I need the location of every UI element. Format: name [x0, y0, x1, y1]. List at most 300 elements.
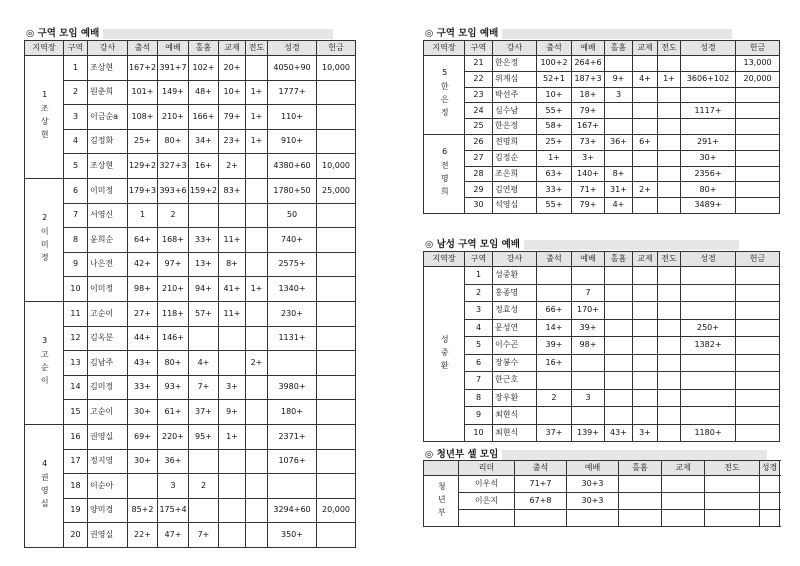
table-cell [736, 389, 780, 407]
table-cell [246, 474, 268, 499]
table-cell [317, 252, 356, 277]
table-cell [658, 150, 681, 166]
table-cell [760, 476, 780, 493]
group-leader: 3고순이 [25, 301, 64, 424]
column-header: 홀홈 [605, 41, 633, 56]
table-row [424, 103, 780, 119]
table-cell [681, 87, 736, 103]
table-cell [246, 449, 268, 474]
table-cell [705, 510, 760, 527]
table-cell [658, 372, 681, 390]
table-cell [605, 389, 633, 407]
table-cell: 79+ [572, 198, 605, 214]
table-cell: 2+ [219, 154, 246, 179]
table-cell: 16+ [189, 154, 219, 179]
table-cell: 170+ [572, 302, 605, 320]
table-row [25, 301, 356, 326]
table-row [424, 493, 780, 510]
table-cell: 41+ [219, 277, 246, 302]
table-cell: 정지영 [88, 449, 128, 474]
table-cell [662, 476, 705, 493]
table-row [424, 302, 780, 320]
group-leader: 성중환 [424, 267, 465, 442]
table-cell [605, 150, 633, 166]
table-cell [537, 372, 572, 390]
table-cell [736, 354, 780, 372]
table-cell [605, 284, 633, 302]
table-cell [658, 337, 681, 355]
table-row [424, 134, 780, 150]
table-cell: 2575+ [268, 252, 317, 277]
table-cell: 9 [465, 407, 493, 425]
table-cell: 권영실 [88, 424, 128, 449]
column-header: 교제 [219, 41, 246, 56]
table-cell: 이순아 [88, 474, 128, 499]
column-header: 예배 [572, 41, 605, 56]
right-district-table [423, 40, 780, 214]
table-cell [317, 523, 356, 548]
table-cell: 3 [572, 389, 605, 407]
table-row [25, 56, 356, 81]
table-row [424, 198, 780, 214]
table-cell [572, 267, 605, 285]
column-header: 예배 [158, 41, 189, 56]
table-cell [633, 267, 658, 285]
table-cell: 원춘희 [88, 80, 128, 105]
table-cell: 79+ [219, 105, 246, 130]
table-cell: 1+ [537, 150, 572, 166]
table-cell [605, 407, 633, 425]
table-cell [681, 372, 736, 390]
left-section-title: ◎ 구역 모임 예배 [26, 25, 333, 39]
table-cell [605, 372, 633, 390]
table-cell [736, 302, 780, 320]
table-row [25, 154, 356, 179]
group-leader: 2이미정 [25, 178, 64, 301]
table-cell [681, 407, 736, 425]
table-cell: 7 [64, 203, 88, 228]
table-row [424, 87, 780, 103]
table-cell: 55+ [537, 198, 572, 214]
table-cell: 3+ [572, 150, 605, 166]
table-cell: 최현식 [493, 407, 537, 425]
table-cell [760, 493, 780, 510]
table-cell [633, 284, 658, 302]
table-cell: 조상현 [88, 154, 128, 179]
table-cell [633, 407, 658, 425]
table-cell: 4380+60 [268, 154, 317, 179]
table-cell [736, 424, 780, 442]
table-cell [736, 284, 780, 302]
table-row [424, 476, 780, 493]
table-cell: 2 [189, 474, 219, 499]
table-cell [658, 389, 681, 407]
table-cell: 2356+ [681, 166, 736, 182]
table-row [25, 203, 356, 228]
table-cell: 1780+50 [268, 178, 317, 203]
table-cell: 박선주 [493, 87, 537, 103]
table-cell [605, 267, 633, 285]
table-cell [317, 375, 356, 400]
table-cell [633, 166, 658, 182]
column-header: 출석 [515, 461, 567, 476]
table-cell: 80+ [158, 129, 189, 154]
table-cell: 146+ [158, 326, 189, 351]
table-cell [317, 277, 356, 302]
table-cell: 장봉수 [493, 354, 537, 372]
column-header: 지역장 [424, 41, 465, 56]
table-cell: 7 [572, 284, 605, 302]
table-cell: 23 [465, 87, 493, 103]
table-row [25, 178, 356, 203]
table-cell: 73+ [572, 134, 605, 150]
table-cell: 30+3 [567, 476, 619, 493]
table-cell: 66+ [537, 302, 572, 320]
table-cell [317, 129, 356, 154]
table-cell [658, 424, 681, 442]
table-cell: 17 [64, 449, 88, 474]
column-header: 예배 [567, 461, 619, 476]
table-cell [128, 474, 158, 499]
column-header: 출석 [537, 41, 572, 56]
table-cell [658, 354, 681, 372]
table-cell: 179+3 [128, 178, 158, 203]
table-cell [317, 449, 356, 474]
table-cell: 최현식 [493, 424, 537, 442]
table-cell: 8 [465, 389, 493, 407]
table-cell: 100+2 [537, 56, 572, 72]
table-cell: 250+ [681, 319, 736, 337]
table-cell: 3294+60 [268, 498, 317, 523]
table-cell: 3606+102 [681, 71, 736, 87]
table-cell [246, 56, 268, 81]
table-cell: 108+ [128, 105, 158, 130]
table-cell: 윤희순 [88, 228, 128, 253]
table-cell: 성중환 [493, 267, 537, 285]
table-cell [317, 301, 356, 326]
table-cell: 42+ [128, 252, 158, 277]
table-cell: 33+ [537, 182, 572, 198]
table-cell: 14 [64, 375, 88, 400]
table-cell: 101+ [128, 80, 158, 105]
table-cell: 1+ [246, 105, 268, 130]
table-cell [537, 407, 572, 425]
table-cell: 28 [465, 166, 493, 182]
table-cell: 166+ [189, 105, 219, 130]
table-cell: 13+ [189, 252, 219, 277]
table-cell: 3 [64, 105, 88, 130]
table-cell: 12 [64, 326, 88, 351]
table-cell: 37+ [537, 424, 572, 442]
table-cell [662, 510, 705, 527]
table-cell [246, 252, 268, 277]
table-cell: 25,000 [317, 178, 356, 203]
table-row [424, 182, 780, 198]
table-row [25, 523, 356, 548]
table-cell [633, 354, 658, 372]
column-header: 구역 [465, 252, 493, 267]
men-district-table [423, 251, 780, 442]
table-cell: 3+ [219, 375, 246, 400]
table-row [424, 407, 780, 425]
table-cell: 8 [64, 228, 88, 253]
table-cell: 19 [64, 498, 88, 523]
column-header: 예배 [572, 252, 605, 267]
column-header: 헌금 [736, 41, 780, 56]
table-cell [605, 354, 633, 372]
table-cell [658, 319, 681, 337]
table-cell [219, 326, 246, 351]
table-cell: 10 [465, 424, 493, 442]
table-cell: 홍종명 [493, 284, 537, 302]
column-header: 성경 [760, 461, 780, 476]
table-cell: 98+ [128, 277, 158, 302]
table-cell: 11 [64, 301, 88, 326]
table-cell: 16+ [537, 354, 572, 372]
table-cell: 22+ [128, 523, 158, 548]
table-cell: 22 [465, 71, 493, 87]
table-cell: 18+ [572, 87, 605, 103]
table-cell [633, 372, 658, 390]
table-cell: 2 [537, 389, 572, 407]
table-row [25, 498, 356, 523]
table-cell [572, 354, 605, 372]
table-cell: 61+ [158, 400, 189, 425]
table-cell: 1+ [246, 129, 268, 154]
table-cell [681, 389, 736, 407]
table-cell [605, 119, 633, 135]
column-header: 전도 [705, 461, 760, 476]
table-cell [736, 103, 780, 119]
table-cell [633, 119, 658, 135]
table-row [424, 56, 780, 72]
table-cell: 25+ [128, 129, 158, 154]
table-cell: 20,000 [317, 498, 356, 523]
group-leader: 1조상현 [25, 56, 64, 179]
table-row [25, 80, 356, 105]
table-cell: 14+ [537, 319, 572, 337]
table-cell: 1340+ [268, 277, 317, 302]
table-cell: 10+ [219, 80, 246, 105]
table-cell: 29 [465, 182, 493, 198]
table-cell: 140+ [572, 166, 605, 182]
column-header: 홀홈 [189, 41, 219, 56]
table-cell [317, 80, 356, 105]
table-cell: 이미정 [88, 277, 128, 302]
group-leader: 5한은정 [424, 56, 465, 135]
table-cell [633, 87, 658, 103]
column-header: 전도 [658, 252, 681, 267]
table-cell: 180+ [268, 400, 317, 425]
table-cell [605, 56, 633, 72]
column-header-blank [424, 461, 459, 476]
table-cell: 1 [465, 267, 493, 285]
left-district-table [24, 40, 356, 548]
table-cell: 위계심 [493, 71, 537, 87]
table-cell [681, 56, 736, 72]
table-cell: 740+ [268, 228, 317, 253]
table-cell: 11+ [219, 301, 246, 326]
table-cell: 43+ [605, 424, 633, 442]
table-row [25, 326, 356, 351]
table-cell: 30+3 [567, 493, 619, 510]
table-cell: 6+ [633, 134, 658, 150]
table-cell: 1076+ [268, 449, 317, 474]
table-cell [658, 182, 681, 198]
table-cell: 50 [268, 203, 317, 228]
table-row [25, 449, 356, 474]
table-row [25, 424, 356, 449]
table-cell: 37+ [189, 400, 219, 425]
table-cell [189, 203, 219, 228]
table-cell: 63+ [537, 166, 572, 182]
table-cell: 양미경 [88, 498, 128, 523]
table-cell [567, 510, 619, 527]
table-row [25, 375, 356, 400]
table-cell [681, 284, 736, 302]
table-cell: 나은전 [88, 252, 128, 277]
table-cell: 27+ [128, 301, 158, 326]
table-cell [736, 337, 780, 355]
table-cell: 1131+ [268, 326, 317, 351]
table-cell [572, 372, 605, 390]
table-cell: 5 [465, 337, 493, 355]
table-cell [681, 267, 736, 285]
table-cell: 8+ [605, 166, 633, 182]
column-header: 지역장 [424, 252, 465, 267]
table-cell [705, 493, 760, 510]
table-cell [515, 510, 567, 527]
table-cell: 4 [465, 319, 493, 337]
table-cell [219, 498, 246, 523]
table-cell [246, 228, 268, 253]
table-cell: 391+7 [158, 56, 189, 81]
table-cell [736, 267, 780, 285]
table-cell [658, 407, 681, 425]
table-cell: 2+ [246, 351, 268, 376]
table-cell: 정효성 [493, 302, 537, 320]
column-header: 출석 [128, 41, 158, 56]
table-cell: 장우환 [493, 389, 537, 407]
table-row [424, 267, 780, 285]
table-cell: 80+ [681, 182, 736, 198]
table-cell [658, 56, 681, 72]
table-cell: 김미정 [88, 375, 128, 400]
table-cell [633, 150, 658, 166]
table-cell: 83+ [219, 178, 246, 203]
table-cell: 김남주 [88, 351, 128, 376]
column-header: 구역 [64, 41, 88, 56]
table-cell: 김연평 [493, 182, 537, 198]
table-cell [736, 150, 780, 166]
table-cell: 393+6 [158, 178, 189, 203]
table-cell: 58+ [537, 119, 572, 135]
youth-section-title: ◎ 청년부 셀 모임 [425, 446, 767, 460]
table-cell: 6 [465, 354, 493, 372]
column-header: 강사 [88, 41, 128, 56]
table-cell: 10,000 [317, 56, 356, 81]
group-leader: 4권영실 [25, 424, 64, 547]
table-cell: 79+ [572, 103, 605, 119]
table-cell [633, 103, 658, 119]
table-cell [317, 474, 356, 499]
table-cell [246, 178, 268, 203]
table-cell: 95+ [189, 424, 219, 449]
table-row [424, 284, 780, 302]
table-cell [219, 351, 246, 376]
table-cell: 3 [605, 87, 633, 103]
table-cell: 10 [64, 277, 88, 302]
table-cell [219, 474, 246, 499]
table-cell: 9+ [605, 71, 633, 87]
table-cell [317, 351, 356, 376]
table-cell: 15 [64, 400, 88, 425]
table-cell: 30+ [128, 449, 158, 474]
table-cell: 이미정 [88, 178, 128, 203]
table-cell: 1 [128, 203, 158, 228]
table-cell [633, 319, 658, 337]
table-cell [246, 424, 268, 449]
table-cell: 26 [465, 134, 493, 150]
table-cell: 67+8 [515, 493, 567, 510]
table-cell [189, 326, 219, 351]
table-row [25, 129, 356, 154]
table-cell: 18 [64, 474, 88, 499]
table-cell [317, 424, 356, 449]
table-cell: 4+ [633, 71, 658, 87]
table-cell: 서영신 [88, 203, 128, 228]
table-cell: 1382+ [681, 337, 736, 355]
table-cell [246, 301, 268, 326]
table-cell [658, 267, 681, 285]
table-cell: 4+ [605, 198, 633, 214]
table-cell: 93+ [158, 375, 189, 400]
table-cell: 43+ [128, 351, 158, 376]
table-cell [246, 203, 268, 228]
table-cell: 350+ [268, 523, 317, 548]
men-section-title: ◎ 남성 구역 모임 예배 [425, 236, 739, 250]
table-cell: 10+ [537, 87, 572, 103]
table-cell: 2+ [633, 182, 658, 198]
table-cell [633, 198, 658, 214]
table-cell: 2 [465, 284, 493, 302]
table-cell: 1 [64, 56, 88, 81]
table-cell [219, 523, 246, 548]
table-cell: 33+ [189, 228, 219, 253]
table-cell: 9 [64, 252, 88, 277]
table-cell [658, 302, 681, 320]
table-cell: 149+ [158, 80, 189, 105]
table-cell: 168+ [158, 228, 189, 253]
table-cell: 3+ [633, 424, 658, 442]
table-cell: 고순이 [88, 301, 128, 326]
table-cell: 102+ [189, 56, 219, 81]
column-header: 성경 [681, 252, 736, 267]
table-cell: 910+ [268, 129, 317, 154]
table-cell: 230+ [268, 301, 317, 326]
table-cell [246, 154, 268, 179]
table-cell [736, 119, 780, 135]
table-row [25, 252, 356, 277]
table-row [25, 105, 356, 130]
table-cell: 1117+ [681, 103, 736, 119]
table-cell: 139+ [572, 424, 605, 442]
table-cell: 69+ [128, 424, 158, 449]
table-cell [246, 375, 268, 400]
table-cell [189, 498, 219, 523]
table-cell: 210+ [158, 105, 189, 130]
column-header: 리더 [459, 461, 515, 476]
